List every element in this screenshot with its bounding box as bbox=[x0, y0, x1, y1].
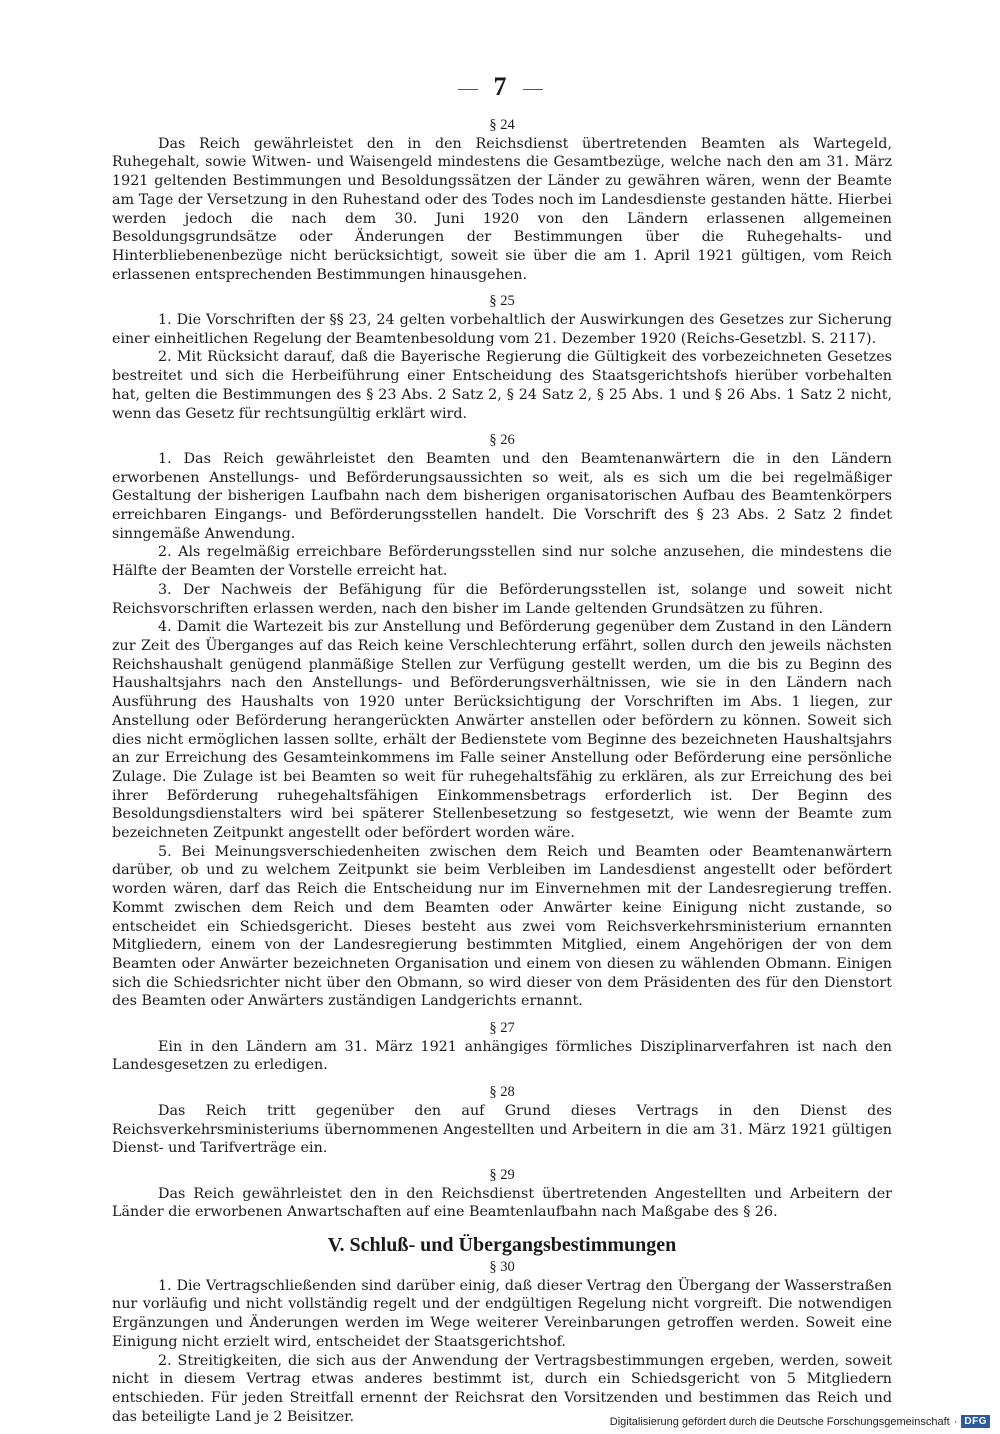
chapter-title: V. Schluß- und Übergangsbestimmungen bbox=[327, 1234, 677, 1257]
page-number-dash-left bbox=[458, 89, 478, 90]
paragraph: 1. Die Vorschriften der §§ 23, 24 gelten vorbehaltlich der Auswirkungen des Gesetzes zur Sicherung einer einheitlichen Regelung der Beamtenbesoldung vom 21. Dezember 1920 (Reichs-Gesetzbl. S. 2117). bbox=[112, 312, 892, 347]
paragraph: Das Reich gewährleistet den in den Reichsdienst übertretenden Beamten als Wartegeld, Ruhegehalt, sowie Witwen- und Waisengeld mindestens die Gesamtbezüge, welche nach den am 31. März 1921 geltenden Bestimmungen und Besoldungssätzen der Länder zu gewähren wären, wenn der Beamte am Tage der Versetzung in den Ruhestand oder des Todes noch im Landesdienste gestanden hätte. Hierbei werden jedoch die nach dem 30. Juni 1920 von den Ländern erlassenen allgemeinen Besoldungsgrundsätze oder Änderungen der Bestimmungen über die Ruhegehalts- und Hinterbliebenenbezüge nicht berücksichtigt, soweit sie über die am 1. April 1921 gültigen, vom Reich erlassenen entsprechenden Bestimmungen hinausgehen. bbox=[112, 135, 892, 283]
section-heading: § 29 bbox=[489, 1166, 515, 1183]
section-heading: § 27 bbox=[489, 1020, 515, 1037]
footer-separator: · bbox=[953, 1415, 958, 1428]
dfg-logo: DFG bbox=[961, 1415, 990, 1428]
section-heading: § 25 bbox=[489, 293, 515, 310]
paragraph: 5. Bei Meinungsverschiedenheiten zwischen dem Reich und Beamten oder Beamtenanwärtern darüber, ob und zu welchem Zeitpunkt sie beim Verbleiben im Landesdienst angestellt oder befördert worden wären, darf das Reich die Entscheidung nur im Einvernehmen mit der Landesregierung treffen. Kommt zwischen dem Reich und dem Beamten oder Anwärter keine Einigung nicht zustande, so entscheidet ein Schiedsgericht. Dieses besteht aus zwei vom Reichsverkehrsministerium ernannten Mitgliedern, einem von der Landesregierung bestimmten Mitglied, einem Angehörigen der von dem Beamten oder Anwärter bezeichneten Organisation und einem von diesen zu wählenden Obmann. Einigen sich die Schiedsrichter nicht über den Obmann, so wird dieser von dem Präsidenten des für den Dienstort des Beamten oder Anwärters zuständigen Landgerichts ernannt. bbox=[112, 843, 892, 1010]
section-heading: § 24 bbox=[489, 117, 515, 133]
paragraph: 4. Damit die Wartezeit bis zur Anstellung und Beförderung gegenüber dem Zustand in den Ländern zur Zeit des Überganges auf das Reich keine Verschlechterung erfährt, sollen durch den jeweils nächsten Reichshaushalt genügend planmäßige Stellen zur Verfügung gestellt werden, um die bis zu Beginn des Haushaltsjahrs nach den Anstellungs- und Beförderungsverhältnissen, wie sie in den Ländern nach Ausführung des Haushalts von 1920 unter Berücksichtigung der Vorschriften im Abs. 1 liegen, zur Anstellung oder Beförderung herangerückten Anwärter anstellen oder befördern zu können. Soweit sich dies nicht ermöglichen lassen sollte, erhält der Bedienstete vom Beginne des bezeichneten Haushaltsjahrs an zur Erreichung des Gesamteinkommens im Falle seiner Anstellung oder Beförderung eine persönliche Zulage. Die Zulage ist bei Beamten so weit für ruhegehaltsfähig zu erklären, als zur Erreichung des bei ihrer Beförderung ruhegehaltsfähigen Einkommensbetrags erforderlich ist. Der Beginn des Besoldungsdienstalters wird bei späterer Stellenbesetzung so festgesetzt, wie wenn der Beamte zum bezeichneten Zeitpunkt angestellt oder befördert worden wäre. bbox=[112, 619, 892, 842]
page-number-value: 7 bbox=[493, 72, 507, 101]
paragraph: 2. Streitigkeiten, die sich aus der Anwendung der Vertragsbestimmungen ergeben, werden, soweit nicht in diesem Vertrag etwas anderes bestimmt ist, durch ein Schiedsgericht von 5 Mitgliedern entschieden. Für jeden Streitfall ernennt der Reichsrat den Vorsitzenden und bestimmen das Reich und das beteiligte Land je 2 Beisitzer. bbox=[112, 1352, 892, 1425]
paragraph: 2. Als regelmäßig erreichbare Beförderungsstellen sind nur solche anzusehen, die mindestens die Hälfte der Beamten der Vorstelle erreicht hat. bbox=[112, 544, 892, 580]
page-number bbox=[0, 72, 1000, 102]
section-heading: § 28 bbox=[489, 1084, 515, 1101]
paragraph: 3. Der Nachweis der Befähigung für die Beförderungsstellen ist, solange und soweit nicht Reichsvorschriften erlassen werden, nach den bisher im Lande geltenden Grundsätzen zu führen. bbox=[112, 581, 892, 617]
paragraph: 1. Das Reich gewährleistet den Beamten und den Beamtenanwärtern die in den Ländern erworbenen Anstellungs- und Beförderungsaussichten so weit, als es sich um die bei regelmäßiger Gestaltung der bisherigen Laufbahn nach dem bisherigen organisatorischen Aufbau des Beamtenkörpers erreichbaren Eingangs- und Beförderungsstellen handelt. Die Vorschrift des § 23 Abs. 2 Satz 2 findet sinngemäße Anwendung. bbox=[112, 450, 892, 542]
document-body bbox=[112, 116, 892, 1426]
paragraph: Das Reich gewährleistet den in den Reichsdienst übertretenden Angestellten und Arbeitern der Länder die erworbenen Anwartschaften auf eine Beamtenlaufbahn nach Maßgabe des § 26. bbox=[112, 1185, 892, 1221]
section-heading: § 30 bbox=[489, 1259, 515, 1276]
footer-credit bbox=[610, 1415, 990, 1428]
page-number-dash-right bbox=[523, 89, 543, 90]
section-heading: § 26 bbox=[489, 432, 515, 449]
paragraph: Ein in den Ländern am 31. März 1921 anhängiges förmliches Disziplinarverfahren ist nach den Landesgesetzen zu erledigen. bbox=[112, 1038, 892, 1074]
paragraph: 1. Die Vertragschließenden sind darüber einig, daß dieser Vertrag den Übergang der Wasserstraßen nur vorläufig und nicht vollständig regelt und der endgültigen Regelung nicht vorgreift. Die notwendigen Ergänzungen und Änderungen werden im Wege weiterer Vereinbarungen getroffen werden. Soweit eine Einigung nicht erzielt wird, entscheidet der Staatsgerichtshof. bbox=[112, 1277, 892, 1350]
paragraph: 2. Mit Rücksicht darauf, daß die Bayerische Regierung die Gültigkeit des vorbezeichneten Gesetzes bestreitet und sich die Herbeiführung einer Entscheidung des Staatsgerichtshofs hierüber vorbehalten hat, gelten die Bestimmungen des § 23 Abs. 2 Satz 2, § 24 Satz 2, § 25 Abs. 1 und § 26 Abs. 1 Satz 2 nicht, wenn das Gesetz für rechtsungültig erklärt wird. bbox=[112, 349, 892, 422]
paragraph: Das Reich tritt gegenüber den auf Grund dieses Vertrags in den Dienst des Reichsverkehrsministeriums übernommenen Angestellten und Arbeitern in die am 31. März 1921 gültigen Dienst- und Tarifverträge ein. bbox=[112, 1102, 892, 1157]
footer-text: Digitalisierung gefördert durch die Deutsche Forschungsgemeinschaft bbox=[609, 1415, 950, 1428]
